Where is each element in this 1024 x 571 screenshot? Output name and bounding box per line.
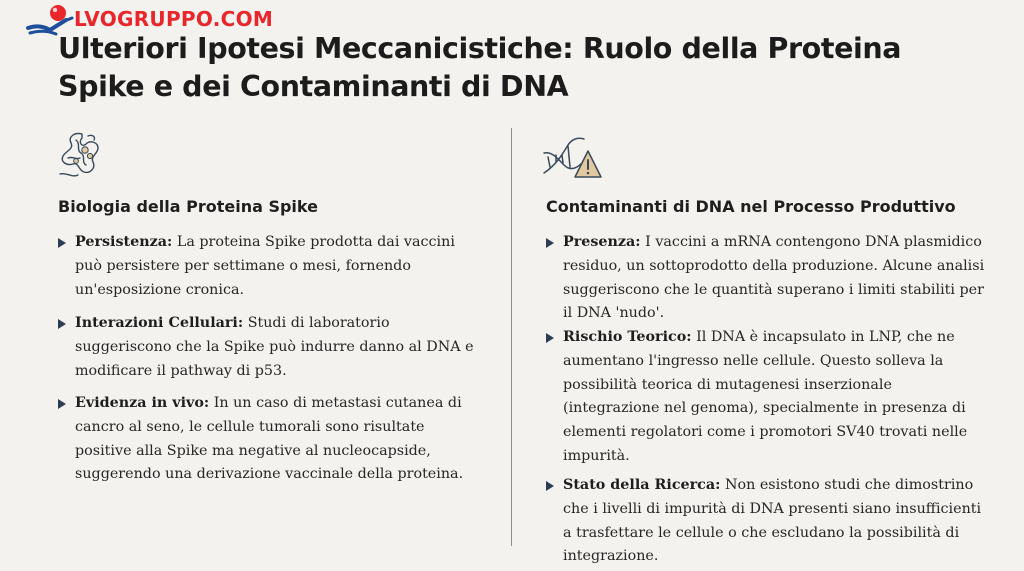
list-item [58, 392, 478, 487]
item-text: La proteina Spike prodotta dai vaccini può persistere per settimane o mesi, fornendo un'esposizione cronica. [75, 234, 455, 298]
bullet-icon [58, 238, 66, 248]
item-text: Studi di laboratorio suggeriscono che la Spike può indurre danno al DNA e modificare il pathway di p53. [75, 315, 474, 379]
list-item [546, 326, 986, 469]
dna-warning-icon [538, 133, 606, 185]
item-label: Interazioni Cellulari: [75, 315, 244, 331]
bullet-icon [546, 481, 554, 491]
item-text: I vaccini a mRNA contengono DNA plasmidico residuo, un sottoprodotto della produzione. Alcune analisi suggeriscono che le quantità superano i limiti stabiliti per il DNA 'nudo'. [563, 234, 985, 322]
column-divider [511, 128, 512, 546]
bullet-icon [546, 238, 554, 248]
bullet-icon [58, 319, 66, 329]
list-item [58, 231, 478, 302]
item-label: Presenza: [563, 234, 641, 250]
item-text: Non esistono studi che dimostrino che i livelli di impurità di DNA presenti siano insufficienti a trasfettare le cellule o che escludano la possibilità di integrazione. [563, 477, 982, 565]
item-text: Il DNA è incapsulato in LNP, che ne aumentano l'ingresso nelle cellule. Questo solleva la possibilità teorica di mutagenesi inserzionale (integrazione nel genoma), specialmente in presenza di elementi regolatori come i promotori SV40 trovati nelle impurità. [563, 329, 968, 464]
item-label: Rischio Teorico: [563, 329, 692, 345]
page-title: Ulteriori Ipotesi Meccanicistiche: Ruolo della Proteina Spike e dei Contaminanti di DNA [58, 32, 902, 103]
list-item [58, 312, 478, 383]
left-column-heading: Biologia della Proteina Spike [58, 197, 318, 216]
item-label: Stato della Ricerca: [563, 477, 721, 493]
list-item [546, 231, 986, 326]
watermark-text: LVOGRUPPO.COM [74, 7, 274, 31]
bullet-icon [546, 333, 554, 343]
list-item [546, 474, 986, 569]
item-label: Persistenza: [75, 234, 173, 250]
right-column-heading: Contaminanti di DNA nel Processo Produttivo [546, 197, 956, 216]
item-text: In un caso di metastasi cutanea di cancro al seno, le cellule tumorali sono risultate positive alla Spike ma negative al nucleocapside, suggerendo una derivazione vaccinale della proteina. [75, 395, 464, 483]
protein-structure-icon [52, 128, 112, 182]
item-label: Evidenza in vivo: [75, 395, 210, 411]
bullet-icon [58, 399, 66, 409]
